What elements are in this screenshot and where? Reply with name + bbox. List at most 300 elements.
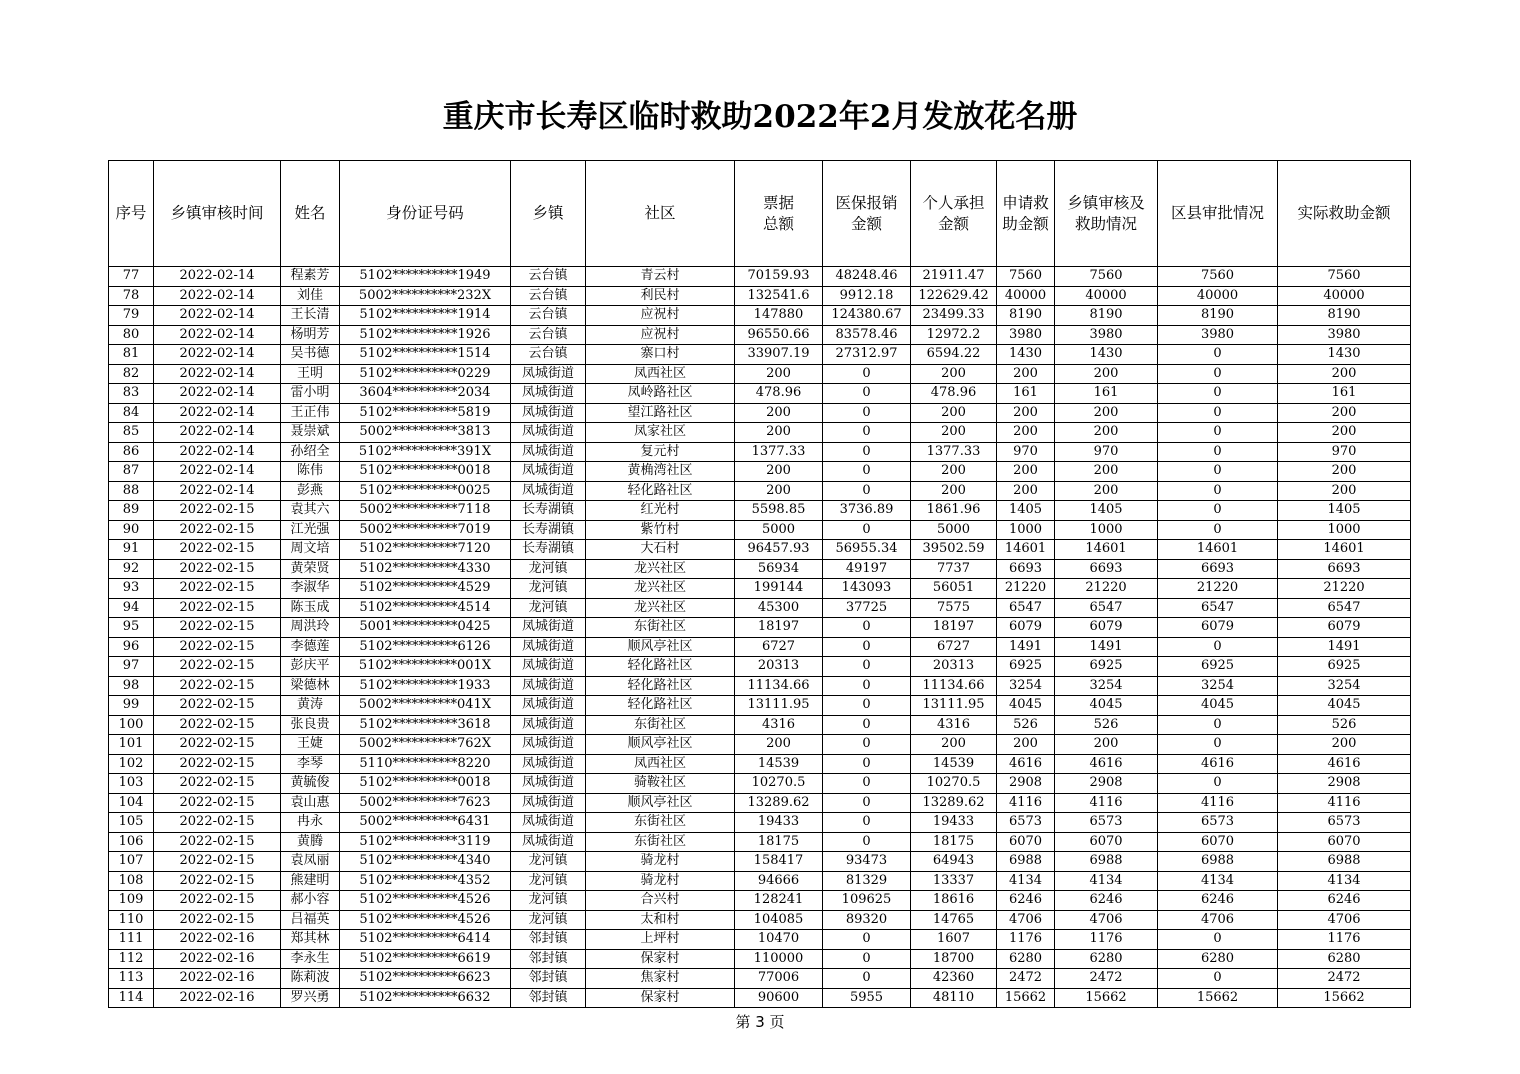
town-review-amount-cell: 4045 (1055, 696, 1158, 716)
row-index-cell: 88 (109, 481, 154, 501)
self-paid-cell: 7737 (911, 559, 997, 579)
review-date-cell: 2022-02-15 (154, 696, 281, 716)
county-approval-amount-cell: 6246 (1158, 891, 1278, 911)
review-date-cell: 2022-02-14 (154, 345, 281, 365)
town-cell: 云台镇 (511, 325, 586, 345)
town-cell: 凤城街道 (511, 384, 586, 404)
row-index-cell: 87 (109, 462, 154, 482)
self-paid-cell: 23499.33 (911, 306, 997, 326)
town-review-amount-cell: 2472 (1055, 969, 1158, 989)
town-cell: 龙河镇 (511, 579, 586, 599)
community-cell: 轻化路社区 (586, 676, 735, 696)
review-date-cell: 2022-02-15 (154, 852, 281, 872)
table-body (109, 267, 1411, 1008)
row-index-cell: 98 (109, 676, 154, 696)
bill-total-cell: 70159.93 (735, 267, 823, 287)
town-review-amount-cell: 1491 (1055, 637, 1158, 657)
town-review-amount-cell: 161 (1055, 384, 1158, 404)
town-review-amount-cell: 970 (1055, 442, 1158, 462)
page-number: 第 3 页 (735, 1013, 785, 1031)
self-paid-cell: 13111.95 (911, 696, 997, 716)
bill-total-cell: 96550.66 (735, 325, 823, 345)
table-row (109, 481, 1411, 501)
insurance-reimbursed-cell: 48248.46 (823, 267, 911, 287)
person-name-cell: 王长清 (281, 306, 340, 326)
bill-total-cell: 5000 (735, 520, 823, 540)
county-approval-amount-cell: 4616 (1158, 754, 1278, 774)
id-number-cell: 5002**********6431 (340, 813, 511, 833)
col-name-header: 姓名 (281, 161, 340, 267)
town-cell: 凤城街道 (511, 754, 586, 774)
bill-total-cell: 147880 (735, 306, 823, 326)
county-approval-amount-cell: 4116 (1158, 793, 1278, 813)
requested-amount-cell: 200 (997, 462, 1055, 482)
col-id-number-header: 身份证号码 (340, 161, 511, 267)
insurance-reimbursed-cell: 0 (823, 754, 911, 774)
community-cell: 顺风亭社区 (586, 637, 735, 657)
table-row (109, 286, 1411, 306)
actual-amount-cell: 1405 (1278, 501, 1411, 521)
town-cell: 邻封镇 (511, 988, 586, 1008)
row-index-cell: 108 (109, 871, 154, 891)
town-cell: 龙河镇 (511, 852, 586, 872)
town-review-amount-cell: 21220 (1055, 579, 1158, 599)
insurance-reimbursed-cell: 83578.46 (823, 325, 911, 345)
town-cell: 凤城街道 (511, 637, 586, 657)
person-name-cell: 彭庆平 (281, 657, 340, 677)
community-cell: 凤西社区 (586, 754, 735, 774)
review-date-cell: 2022-02-15 (154, 910, 281, 930)
community-cell: 大石村 (586, 540, 735, 560)
insurance-reimbursed-cell: 89320 (823, 910, 911, 930)
actual-amount-cell: 1000 (1278, 520, 1411, 540)
table-row (109, 403, 1411, 423)
town-review-amount-cell: 6070 (1055, 832, 1158, 852)
county-approval-amount-cell: 6079 (1158, 618, 1278, 638)
person-name-cell: 李永生 (281, 949, 340, 969)
person-name-cell: 孙绍全 (281, 442, 340, 462)
town-cell: 凤城街道 (511, 364, 586, 384)
person-name-cell: 江光强 (281, 520, 340, 540)
self-paid-cell: 122629.42 (911, 286, 997, 306)
town-cell: 凤城街道 (511, 442, 586, 462)
community-cell: 寨口村 (586, 345, 735, 365)
town-review-amount-cell: 6547 (1055, 598, 1158, 618)
insurance-reimbursed-cell: 0 (823, 949, 911, 969)
review-date-cell: 2022-02-15 (154, 540, 281, 560)
insurance-reimbursed-cell: 0 (823, 813, 911, 833)
row-index-cell: 90 (109, 520, 154, 540)
town-review-amount-cell: 4116 (1055, 793, 1158, 813)
actual-amount-cell: 4045 (1278, 696, 1411, 716)
town-review-amount-cell: 7560 (1055, 267, 1158, 287)
town-review-amount-cell: 1405 (1055, 501, 1158, 521)
town-review-amount-cell: 6925 (1055, 657, 1158, 677)
person-name-cell: 袁凤丽 (281, 852, 340, 872)
self-paid-cell: 200 (911, 403, 997, 423)
self-paid-cell: 10270.5 (911, 774, 997, 794)
row-index-cell: 86 (109, 442, 154, 462)
row-index-cell: 97 (109, 657, 154, 677)
actual-amount-cell: 40000 (1278, 286, 1411, 306)
review-date-cell: 2022-02-15 (154, 793, 281, 813)
county-approval-amount-cell: 4134 (1158, 871, 1278, 891)
self-paid-cell: 200 (911, 423, 997, 443)
requested-amount-cell: 200 (997, 423, 1055, 443)
review-date-cell: 2022-02-14 (154, 364, 281, 384)
col-county-approval-header: 区县审批情况 (1158, 161, 1278, 267)
person-name-cell: 冉永 (281, 813, 340, 833)
county-approval-amount-cell: 0 (1158, 715, 1278, 735)
county-approval-amount-cell: 0 (1158, 442, 1278, 462)
town-review-amount-cell: 3254 (1055, 676, 1158, 696)
row-index-cell: 113 (109, 969, 154, 989)
person-name-cell: 王正伟 (281, 403, 340, 423)
bill-total-cell: 200 (735, 735, 823, 755)
requested-amount-cell: 4045 (997, 696, 1055, 716)
town-review-amount-cell: 1176 (1055, 930, 1158, 950)
insurance-reimbursed-cell: 49197 (823, 559, 911, 579)
actual-amount-cell: 6547 (1278, 598, 1411, 618)
id-number-cell: 5102**********3119 (340, 832, 511, 852)
actual-amount-cell: 4134 (1278, 871, 1411, 891)
actual-amount-cell: 200 (1278, 423, 1411, 443)
town-review-amount-cell: 200 (1055, 735, 1158, 755)
bill-total-cell: 132541.6 (735, 286, 823, 306)
bill-total-cell: 90600 (735, 988, 823, 1008)
community-cell: 应祝村 (586, 325, 735, 345)
id-number-cell: 5102**********0018 (340, 462, 511, 482)
town-review-amount-cell: 6693 (1055, 559, 1158, 579)
table-row (109, 384, 1411, 404)
actual-amount-cell: 6988 (1278, 852, 1411, 872)
insurance-reimbursed-cell: 0 (823, 832, 911, 852)
town-cell: 云台镇 (511, 345, 586, 365)
county-approval-amount-cell: 0 (1158, 423, 1278, 443)
community-cell: 复元村 (586, 442, 735, 462)
town-review-amount-cell: 1000 (1055, 520, 1158, 540)
table-row (109, 832, 1411, 852)
actual-amount-cell: 6693 (1278, 559, 1411, 579)
table-row (109, 637, 1411, 657)
row-index-cell: 100 (109, 715, 154, 735)
actual-amount-cell: 14601 (1278, 540, 1411, 560)
id-number-cell: 5002**********041X (340, 696, 511, 716)
table-row (109, 793, 1411, 813)
county-approval-amount-cell: 0 (1158, 384, 1278, 404)
person-name-cell: 杨明芳 (281, 325, 340, 345)
person-name-cell: 郝小容 (281, 891, 340, 911)
bill-total-cell: 200 (735, 462, 823, 482)
table-row (109, 657, 1411, 677)
community-cell: 骑龙村 (586, 852, 735, 872)
col-community-header: 社区 (586, 161, 735, 267)
review-date-cell: 2022-02-15 (154, 520, 281, 540)
town-cell: 凤城街道 (511, 462, 586, 482)
row-index-cell: 84 (109, 403, 154, 423)
self-paid-cell: 4316 (911, 715, 997, 735)
col-self-paid-header: 个人承担 金额 (911, 161, 997, 267)
self-paid-cell: 39502.59 (911, 540, 997, 560)
actual-amount-cell: 6070 (1278, 832, 1411, 852)
actual-amount-cell: 3254 (1278, 676, 1411, 696)
town-review-amount-cell: 200 (1055, 481, 1158, 501)
table-row (109, 306, 1411, 326)
bill-total-cell: 56934 (735, 559, 823, 579)
county-approval-amount-cell: 0 (1158, 501, 1278, 521)
self-paid-cell: 12972.2 (911, 325, 997, 345)
insurance-reimbursed-cell: 93473 (823, 852, 911, 872)
actual-amount-cell: 4616 (1278, 754, 1411, 774)
insurance-reimbursed-cell: 0 (823, 774, 911, 794)
person-name-cell: 陈玉成 (281, 598, 340, 618)
row-index-cell: 110 (109, 910, 154, 930)
community-cell: 东街社区 (586, 832, 735, 852)
relief-roster-table (108, 160, 1411, 1008)
review-date-cell: 2022-02-15 (154, 871, 281, 891)
insurance-reimbursed-cell: 143093 (823, 579, 911, 599)
bill-total-cell: 199144 (735, 579, 823, 599)
table-row (109, 891, 1411, 911)
community-cell: 青云村 (586, 267, 735, 287)
table-row (109, 540, 1411, 560)
row-index-cell: 94 (109, 598, 154, 618)
requested-amount-cell: 6573 (997, 813, 1055, 833)
requested-amount-cell: 6079 (997, 618, 1055, 638)
table-row (109, 423, 1411, 443)
row-index-cell: 99 (109, 696, 154, 716)
review-date-cell: 2022-02-15 (154, 891, 281, 911)
county-approval-amount-cell: 14601 (1158, 540, 1278, 560)
id-number-cell: 5102**********5819 (340, 403, 511, 423)
col-bill-total-header: 票据 总额 (735, 161, 823, 267)
town-cell: 龙河镇 (511, 871, 586, 891)
id-number-cell: 5102**********1949 (340, 267, 511, 287)
bill-total-cell: 158417 (735, 852, 823, 872)
county-approval-amount-cell: 6070 (1158, 832, 1278, 852)
town-review-amount-cell: 14601 (1055, 540, 1158, 560)
actual-amount-cell: 200 (1278, 481, 1411, 501)
person-name-cell: 李琴 (281, 754, 340, 774)
community-cell: 焦家村 (586, 969, 735, 989)
town-review-amount-cell: 2908 (1055, 774, 1158, 794)
id-number-cell: 5102**********4526 (340, 910, 511, 930)
id-number-cell: 5102**********4340 (340, 852, 511, 872)
bill-total-cell: 14539 (735, 754, 823, 774)
row-index-cell: 89 (109, 501, 154, 521)
self-paid-cell: 14539 (911, 754, 997, 774)
person-name-cell: 熊建明 (281, 871, 340, 891)
actual-amount-cell: 4116 (1278, 793, 1411, 813)
bill-total-cell: 18197 (735, 618, 823, 638)
county-approval-amount-cell: 0 (1158, 930, 1278, 950)
requested-amount-cell: 6925 (997, 657, 1055, 677)
row-index-cell: 102 (109, 754, 154, 774)
community-cell: 利民村 (586, 286, 735, 306)
col-insurance-reimbursed-header: 医保报销 金额 (823, 161, 911, 267)
county-approval-amount-cell: 4706 (1158, 910, 1278, 930)
table-row (109, 267, 1411, 287)
row-index-cell: 91 (109, 540, 154, 560)
id-number-cell: 5102**********3618 (340, 715, 511, 735)
self-paid-cell: 1861.96 (911, 501, 997, 521)
person-name-cell: 王明 (281, 364, 340, 384)
id-number-cell: 5102**********391X (340, 442, 511, 462)
town-cell: 凤城街道 (511, 423, 586, 443)
insurance-reimbursed-cell: 0 (823, 481, 911, 501)
town-review-amount-cell: 200 (1055, 462, 1158, 482)
person-name-cell: 袁山惠 (281, 793, 340, 813)
requested-amount-cell: 1000 (997, 520, 1055, 540)
requested-amount-cell: 3254 (997, 676, 1055, 696)
insurance-reimbursed-cell: 0 (823, 930, 911, 950)
bill-total-cell: 478.96 (735, 384, 823, 404)
table-row (109, 969, 1411, 989)
review-date-cell: 2022-02-15 (154, 501, 281, 521)
person-name-cell: 李德莲 (281, 637, 340, 657)
community-cell: 骑龙村 (586, 871, 735, 891)
insurance-reimbursed-cell: 0 (823, 520, 911, 540)
person-name-cell: 程素芳 (281, 267, 340, 287)
town-review-amount-cell: 40000 (1055, 286, 1158, 306)
row-index-cell: 81 (109, 345, 154, 365)
county-approval-amount-cell: 0 (1158, 637, 1278, 657)
row-index-cell: 107 (109, 852, 154, 872)
insurance-reimbursed-cell: 37725 (823, 598, 911, 618)
town-cell: 龙河镇 (511, 891, 586, 911)
id-number-cell: 5102**********6126 (340, 637, 511, 657)
actual-amount-cell: 2472 (1278, 969, 1411, 989)
person-name-cell: 聂崇斌 (281, 423, 340, 443)
self-paid-cell: 48110 (911, 988, 997, 1008)
actual-amount-cell: 1491 (1278, 637, 1411, 657)
bill-total-cell: 200 (735, 481, 823, 501)
person-name-cell: 袁其六 (281, 501, 340, 521)
requested-amount-cell: 14601 (997, 540, 1055, 560)
town-review-amount-cell: 4706 (1055, 910, 1158, 930)
bill-total-cell: 6727 (735, 637, 823, 657)
town-review-amount-cell: 1430 (1055, 345, 1158, 365)
actual-amount-cell: 6573 (1278, 813, 1411, 833)
actual-amount-cell: 8190 (1278, 306, 1411, 326)
table-row (109, 364, 1411, 384)
bill-total-cell: 4316 (735, 715, 823, 735)
self-paid-cell: 64943 (911, 852, 997, 872)
requested-amount-cell: 200 (997, 481, 1055, 501)
actual-amount-cell: 1176 (1278, 930, 1411, 950)
requested-amount-cell: 40000 (997, 286, 1055, 306)
id-number-cell: 5102**********6619 (340, 949, 511, 969)
town-review-amount-cell: 6079 (1055, 618, 1158, 638)
actual-amount-cell: 200 (1278, 462, 1411, 482)
id-number-cell: 5102**********1514 (340, 345, 511, 365)
review-date-cell: 2022-02-16 (154, 930, 281, 950)
requested-amount-cell: 1176 (997, 930, 1055, 950)
insurance-reimbursed-cell: 56955.34 (823, 540, 911, 560)
county-approval-amount-cell: 6925 (1158, 657, 1278, 677)
bill-total-cell: 20313 (735, 657, 823, 677)
id-number-cell: 5002**********3813 (340, 423, 511, 443)
county-approval-amount-cell: 6693 (1158, 559, 1278, 579)
table-row (109, 754, 1411, 774)
page-title: 重庆市长寿区临时救助2022年2月发放花名册 (442, 99, 1078, 135)
person-name-cell: 陈伟 (281, 462, 340, 482)
review-date-cell: 2022-02-15 (154, 715, 281, 735)
review-date-cell: 2022-02-14 (154, 403, 281, 423)
person-name-cell: 吕福英 (281, 910, 340, 930)
table-row (109, 598, 1411, 618)
requested-amount-cell: 2908 (997, 774, 1055, 794)
person-name-cell: 黄腾 (281, 832, 340, 852)
person-name-cell: 郑其林 (281, 930, 340, 950)
self-paid-cell: 18700 (911, 949, 997, 969)
requested-amount-cell: 4616 (997, 754, 1055, 774)
review-date-cell: 2022-02-15 (154, 735, 281, 755)
person-name-cell: 彭燕 (281, 481, 340, 501)
county-approval-amount-cell: 0 (1158, 735, 1278, 755)
county-approval-amount-cell: 4045 (1158, 696, 1278, 716)
id-number-cell: 5001**********0425 (340, 618, 511, 638)
id-number-cell: 5002**********7019 (340, 520, 511, 540)
table-row (109, 949, 1411, 969)
id-number-cell: 5002**********7623 (340, 793, 511, 813)
county-approval-amount-cell: 40000 (1158, 286, 1278, 306)
self-paid-cell: 1607 (911, 930, 997, 950)
id-number-cell: 5102**********4352 (340, 871, 511, 891)
table-row (109, 579, 1411, 599)
community-cell: 保家村 (586, 949, 735, 969)
town-review-amount-cell: 6988 (1055, 852, 1158, 872)
town-cell: 云台镇 (511, 286, 586, 306)
town-review-amount-cell: 200 (1055, 423, 1158, 443)
county-approval-amount-cell: 8190 (1158, 306, 1278, 326)
row-index-cell: 79 (109, 306, 154, 326)
requested-amount-cell: 4134 (997, 871, 1055, 891)
id-number-cell: 5102**********4526 (340, 891, 511, 911)
town-cell: 凤城街道 (511, 696, 586, 716)
town-review-amount-cell: 3980 (1055, 325, 1158, 345)
row-index-cell: 104 (109, 793, 154, 813)
self-paid-cell: 478.96 (911, 384, 997, 404)
actual-amount-cell: 6246 (1278, 891, 1411, 911)
actual-amount-cell: 2908 (1278, 774, 1411, 794)
id-number-cell: 5102**********4529 (340, 579, 511, 599)
insurance-reimbursed-cell: 0 (823, 793, 911, 813)
insurance-reimbursed-cell: 0 (823, 657, 911, 677)
bill-total-cell: 104085 (735, 910, 823, 930)
bill-total-cell: 77006 (735, 969, 823, 989)
requested-amount-cell: 200 (997, 403, 1055, 423)
row-index-cell: 103 (109, 774, 154, 794)
requested-amount-cell: 161 (997, 384, 1055, 404)
header-row (109, 161, 1411, 267)
col-town-header: 乡镇 (511, 161, 586, 267)
community-cell: 东街社区 (586, 618, 735, 638)
town-review-amount-cell: 6246 (1055, 891, 1158, 911)
person-name-cell: 王婕 (281, 735, 340, 755)
id-number-cell: 5102**********6623 (340, 969, 511, 989)
county-approval-amount-cell: 6280 (1158, 949, 1278, 969)
community-cell: 合兴村 (586, 891, 735, 911)
table-row (109, 696, 1411, 716)
town-cell: 凤城街道 (511, 793, 586, 813)
row-index-cell: 77 (109, 267, 154, 287)
community-cell: 龙兴社区 (586, 598, 735, 618)
table-row (109, 325, 1411, 345)
self-paid-cell: 11134.66 (911, 676, 997, 696)
row-index-cell: 83 (109, 384, 154, 404)
town-cell: 龙河镇 (511, 598, 586, 618)
